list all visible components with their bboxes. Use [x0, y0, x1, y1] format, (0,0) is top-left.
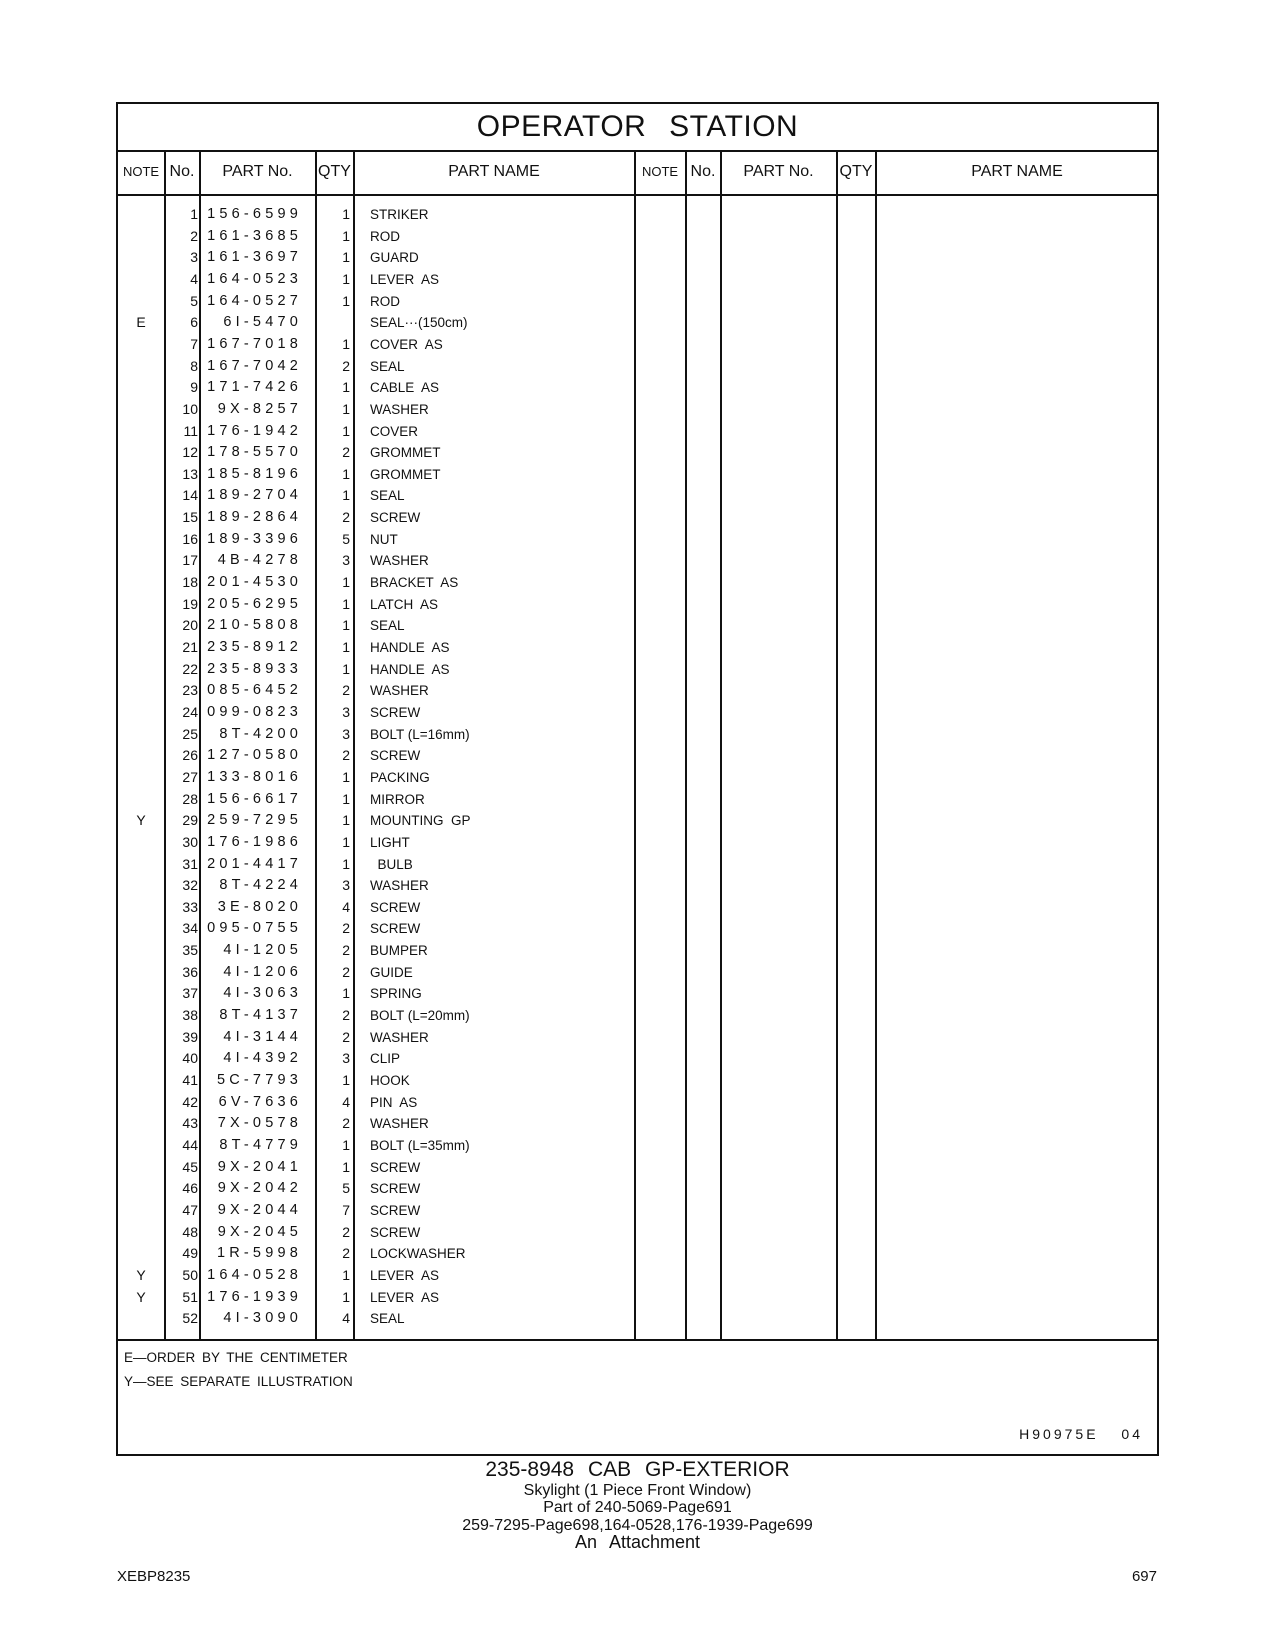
row-quantity: 4 — [342, 1310, 350, 1327]
row-quantity: 3 — [342, 703, 350, 720]
row-part-name: SCREW — [370, 1202, 421, 1218]
column-divider — [164, 150, 166, 1340]
row-number: 16 — [182, 530, 198, 547]
row-quantity: 1 — [342, 465, 350, 482]
row-quantity: 2 — [342, 444, 350, 461]
row-part-name: SCREW — [370, 1224, 421, 1240]
row-note — [118, 226, 164, 248]
row-number: 42 — [182, 1093, 198, 1110]
row-part-name: LEVER AS — [370, 1289, 440, 1305]
row-note — [118, 399, 164, 421]
parts-table — [116, 102, 1159, 1456]
caption-line-4: 259-7295-Page698,164-0528,176-1939-Page699 — [462, 1517, 813, 1534]
row-part-name: SEAL···(150cm) — [370, 315, 468, 331]
row-part-name: ROD — [370, 228, 400, 244]
row-part-name: PIN AS — [370, 1094, 418, 1110]
row-number: 21 — [182, 639, 198, 655]
row-quantity: 2 — [342, 1223, 350, 1240]
row-part-number: 167-7018 — [207, 335, 302, 352]
row-part-name: SPRING — [370, 986, 422, 1002]
row-part-number: 171-7426 — [207, 379, 302, 396]
row-quantity: 5 — [342, 530, 350, 547]
row-part-number: 9X-2041 — [217, 1158, 302, 1175]
footer-divider — [118, 1339, 1157, 1341]
reference-code: H90975E 04 — [1019, 1426, 1143, 1442]
row-part-number: 189-2704 — [207, 487, 302, 504]
row-note — [118, 1027, 164, 1049]
row-number: 40 — [182, 1050, 198, 1067]
row-note — [118, 334, 164, 356]
row-part-name: MIRROR — [370, 791, 425, 807]
row-number: 30 — [182, 833, 198, 850]
row-quantity: 3 — [342, 1050, 350, 1067]
row-note — [118, 507, 164, 529]
row-part-number: 9X-2042 — [217, 1180, 302, 1197]
row-quantity: 1 — [342, 790, 350, 807]
row-number: 19 — [182, 595, 198, 612]
row-part-number: 161-3697 — [207, 249, 302, 266]
row-number: 25 — [182, 725, 198, 742]
footnote-y: Y—SEE SEPARATE ILLUSTRATION — [124, 1374, 353, 1389]
row-number: 33 — [182, 898, 198, 915]
row-note — [118, 204, 164, 226]
row-note — [118, 1070, 164, 1092]
row-part-name: HANDLE AS — [370, 661, 450, 677]
row-number: 23 — [182, 682, 198, 699]
row-part-name: MOUNTING GP — [370, 813, 471, 829]
row-quantity: 1 — [342, 1266, 350, 1283]
row-part-number: 176-1942 — [207, 422, 302, 439]
row-quantity: 2 — [342, 1007, 350, 1024]
row-part-name: HANDLE AS — [370, 640, 450, 655]
row-part-name: BRACKET AS — [370, 575, 459, 591]
row-number: 15 — [182, 509, 198, 526]
row-part-number: 9X-8257 — [217, 400, 302, 417]
row-part-name: BUMPER — [370, 943, 428, 959]
row-part-number: 9X-2044 — [217, 1201, 302, 1218]
row-number: 26 — [182, 747, 198, 764]
row-part-name: LIGHT — [370, 834, 410, 850]
row-number: 46 — [182, 1180, 198, 1197]
row-part-number: 3E-8020 — [217, 898, 302, 915]
header-part-no-right: PART No. — [743, 163, 814, 180]
row-quantity: 2 — [342, 920, 350, 937]
row-note — [118, 983, 164, 1005]
row-quantity: 1 — [342, 335, 350, 352]
row-part-number: 235-8933 — [207, 660, 302, 677]
row-quantity: 2 — [342, 942, 350, 959]
row-part-number: 5C-7793 — [216, 1072, 302, 1088]
row-part-name: SEAL — [370, 618, 405, 634]
row-number: 52 — [182, 1310, 198, 1327]
row-part-number: 259-7295 — [207, 812, 302, 829]
row-note — [118, 485, 164, 507]
row-part-name: BOLT (L=16mm) — [370, 726, 470, 742]
row-part-number: 1R-5998 — [216, 1245, 302, 1262]
row-note — [118, 356, 164, 378]
row-note — [118, 1113, 164, 1135]
row-number: 9 — [190, 379, 198, 396]
row-note — [118, 421, 164, 443]
row-quantity: 7 — [342, 1201, 350, 1218]
row-number: 36 — [182, 963, 198, 980]
row-part-number: 8T-4200 — [219, 725, 302, 742]
row-number: 1 — [190, 206, 198, 222]
row-part-name: WASHER — [370, 878, 429, 894]
row-part-name: SCREW — [370, 510, 421, 526]
row-part-name: WASHER — [370, 1029, 429, 1045]
row-part-number: 7X-0578 — [217, 1115, 302, 1132]
row-part-number: 095-0755 — [207, 920, 302, 937]
row-quantity: 1 — [342, 270, 350, 287]
row-number: 18 — [182, 574, 198, 591]
row-part-number: 176-1986 — [207, 833, 302, 850]
column-divider — [634, 150, 636, 1340]
row-quantity: 1 — [342, 617, 350, 634]
row-part-number: 156-6617 — [207, 790, 302, 807]
row-part-number: 161-3685 — [207, 227, 302, 244]
row-part-number: 6V-7636 — [218, 1093, 302, 1110]
row-part-name: SCREW — [370, 704, 421, 720]
row-note: Y — [136, 1266, 146, 1283]
row-quantity: 1 — [342, 833, 350, 850]
column-divider — [685, 150, 687, 1340]
row-note — [118, 1135, 164, 1157]
row-part-number: 133-8016 — [207, 768, 302, 785]
row-note — [118, 550, 164, 572]
row-part-name: LEVER AS — [370, 1267, 440, 1283]
row-note — [118, 897, 164, 919]
row-note — [118, 615, 164, 637]
header-note-right: NOTE — [641, 164, 679, 179]
row-number: 2 — [190, 227, 198, 244]
row-number: 22 — [182, 660, 198, 677]
row-part-number: 4I-3063 — [223, 985, 302, 1002]
row-number: 44 — [182, 1136, 198, 1153]
row-number: 47 — [182, 1201, 198, 1218]
row-part-name: LATCH AS — [370, 596, 439, 612]
row-part-number: 6I-5470 — [223, 314, 302, 331]
header-qty-right: QTY — [839, 163, 873, 180]
row-part-number: 8T-4779 — [219, 1136, 302, 1153]
row-number: 31 — [182, 855, 198, 872]
row-note — [118, 1178, 164, 1200]
row-part-number: 4I-1206 — [223, 963, 302, 980]
row-note — [118, 724, 164, 746]
row-note — [118, 529, 164, 551]
row-quantity: 1 — [342, 639, 350, 655]
row-note — [118, 962, 164, 984]
row-part-number: 167-7042 — [207, 357, 302, 374]
row-number: 3 — [190, 249, 198, 266]
row-part-number: 4I-3090 — [223, 1310, 302, 1327]
row-part-name: CLIP — [370, 1051, 401, 1067]
row-number: 34 — [182, 920, 198, 937]
row-number: 45 — [182, 1158, 198, 1175]
row-part-number: 178-5570 — [207, 444, 302, 461]
footnote-e: E—ORDER BY THE CENTIMETER — [124, 1350, 348, 1365]
caption-line-5: An Attachment — [574, 1532, 701, 1552]
row-note — [118, 1222, 164, 1244]
row-number: 41 — [182, 1072, 198, 1088]
row-note: E — [136, 314, 146, 331]
row-note — [118, 291, 164, 313]
row-part-number: 8T-4137 — [219, 1007, 302, 1024]
row-quantity: 2 — [342, 1245, 350, 1262]
column-divider — [720, 150, 722, 1340]
column-divider — [199, 150, 201, 1340]
row-quantity: 2 — [342, 747, 350, 764]
row-part-name: HOOK — [370, 1073, 410, 1088]
row-quantity: 1 — [342, 812, 350, 829]
row-part-number: 201-4417 — [207, 855, 302, 872]
row-note: Y — [136, 812, 146, 829]
row-note — [118, 269, 164, 291]
caption-line-2: Skylight (1 Piece Front Window) — [523, 1482, 752, 1499]
row-quantity: 1 — [342, 574, 350, 591]
row-quantity: 1 — [342, 400, 350, 417]
row-part-name: SCREW — [370, 748, 421, 764]
row-part-name: COVER — [370, 423, 419, 439]
column-divider — [875, 150, 877, 1340]
row-quantity: 1 — [342, 206, 350, 222]
row-number: 4 — [190, 270, 198, 287]
row-part-name: LEVER AS — [370, 271, 440, 287]
row-note — [118, 1200, 164, 1222]
row-part-number: 127-0580 — [207, 747, 302, 764]
row-quantity: 1 — [342, 595, 350, 612]
header-no: No. — [169, 163, 195, 180]
row-part-name: SCREW — [370, 1181, 421, 1197]
header-no-right: No. — [690, 163, 716, 180]
row-number: 27 — [182, 768, 198, 785]
row-part-name: SCREW — [370, 921, 421, 937]
row-quantity: 3 — [342, 877, 350, 894]
row-quantity: 1 — [342, 768, 350, 785]
row-part-number: 099-0823 — [207, 703, 302, 720]
row-number: 5 — [190, 292, 198, 309]
row-number: 20 — [182, 617, 198, 634]
row-quantity: 3 — [342, 552, 350, 569]
row-part-number: 185-8196 — [207, 465, 302, 482]
row-note — [118, 1243, 164, 1265]
row-note — [118, 680, 164, 702]
header-qty: QTY — [318, 163, 351, 180]
row-number: 50 — [182, 1266, 198, 1283]
row-part-name: COVER AS — [370, 336, 443, 352]
row-part-name: SEAL — [370, 488, 405, 504]
row-note — [118, 832, 164, 854]
row-part-name: WASHER — [370, 1116, 429, 1132]
row-part-number: 4I-1205 — [223, 942, 302, 959]
row-part-name: SCREW — [370, 899, 421, 915]
row-part-number: 9X-2045 — [217, 1223, 302, 1240]
row-quantity: 2 — [342, 963, 350, 980]
row-part-name: BOLT (L=20mm) — [370, 1008, 470, 1024]
row-part-name: CABLE AS — [370, 380, 440, 396]
row-number: 28 — [182, 790, 198, 807]
row-part-name: SCREW — [370, 1159, 421, 1175]
row-part-name: NUT — [370, 531, 398, 547]
row-part-name: BULB — [370, 856, 413, 872]
row-note — [118, 767, 164, 789]
row-part-name: GUARD — [370, 250, 419, 266]
column-divider — [353, 150, 355, 1340]
row-note — [118, 702, 164, 724]
row-note — [118, 637, 164, 659]
row-quantity: 2 — [342, 1028, 350, 1045]
row-note — [118, 1092, 164, 1114]
row-number: 37 — [182, 985, 198, 1002]
row-part-number: 164-0528 — [207, 1266, 302, 1283]
row-number: 49 — [182, 1245, 198, 1262]
row-quantity: 1 — [342, 855, 350, 872]
row-part-number: 4I-3144 — [223, 1028, 302, 1045]
row-quantity: 1 — [342, 1072, 350, 1088]
row-number: 29 — [182, 812, 198, 829]
row-part-name: LOCKWASHER — [370, 1246, 466, 1262]
row-note — [118, 1308, 164, 1330]
row-part-number: 156-6599 — [207, 206, 302, 222]
header-note: NOTE — [122, 164, 160, 179]
row-part-number: 4B-4278 — [217, 552, 302, 569]
row-part-number: 8T-4224 — [219, 877, 302, 894]
row-quantity: 1 — [342, 422, 350, 439]
header-part-no: PART No. — [222, 163, 293, 180]
row-note — [118, 594, 164, 616]
row-quantity: 2 — [342, 509, 350, 526]
row-part-name: GROMMET — [370, 445, 441, 461]
row-number: 24 — [182, 703, 198, 720]
row-number: 7 — [190, 335, 198, 352]
row-quantity: 2 — [342, 357, 350, 374]
row-note — [118, 789, 164, 811]
row-quantity: 5 — [342, 1180, 350, 1197]
row-quantity: 4 — [342, 1093, 350, 1110]
row-part-number: 176-1939 — [207, 1288, 302, 1305]
row-quantity: 1 — [342, 227, 350, 244]
row-number: 10 — [182, 400, 198, 417]
row-note — [118, 745, 164, 767]
row-number: 12 — [182, 444, 198, 461]
row-note — [118, 442, 164, 464]
row-part-number: 205-6295 — [207, 595, 302, 612]
row-quantity: 1 — [342, 379, 350, 396]
row-quantity: 2 — [342, 1115, 350, 1132]
row-part-number: 189-3396 — [207, 530, 302, 547]
row-part-name: STRIKER — [370, 207, 429, 222]
row-quantity: 1 — [342, 985, 350, 1002]
row-note — [118, 1157, 164, 1179]
row-number: 35 — [182, 942, 198, 959]
row-number: 48 — [182, 1223, 198, 1240]
row-number: 39 — [182, 1028, 198, 1045]
row-part-name: PACKING — [370, 769, 430, 785]
row-number: 43 — [182, 1115, 198, 1132]
header-part-name-right: PART NAME — [971, 163, 1063, 180]
document-code: XEBP8235 — [117, 1568, 191, 1585]
row-part-name: GROMMET — [370, 466, 441, 482]
row-quantity: 2 — [342, 682, 350, 699]
caption-line-3: Part of 240-5069-Page691 — [543, 1499, 732, 1516]
row-number: 32 — [182, 877, 198, 894]
row-quantity: 1 — [342, 292, 350, 309]
row-note — [118, 572, 164, 594]
row-part-name: ROD — [370, 293, 400, 309]
row-note — [118, 875, 164, 897]
row-part-name: WASHER — [370, 401, 429, 417]
row-note — [118, 377, 164, 399]
row-quantity — [330, 312, 350, 334]
row-part-name: GUIDE — [370, 964, 413, 980]
caption-title: 235-8948 CAB GP-EXTERIOR — [485, 1458, 790, 1481]
row-quantity: 3 — [342, 725, 350, 742]
column-divider — [836, 150, 838, 1340]
row-part-name: SEAL — [370, 1311, 405, 1327]
page-number: 697 — [1131, 1568, 1157, 1585]
row-number: 14 — [182, 487, 198, 504]
row-note — [118, 464, 164, 486]
row-part-number: 085-6452 — [207, 682, 302, 699]
row-quantity: 1 — [342, 1158, 350, 1175]
row-part-name: WASHER — [370, 683, 429, 699]
row-note — [118, 918, 164, 940]
column-divider — [315, 150, 317, 1340]
row-number: 17 — [182, 552, 198, 569]
row-note — [118, 1048, 164, 1070]
row-part-number: 210-5808 — [207, 617, 302, 634]
row-number: 38 — [182, 1007, 198, 1024]
row-note: Y — [136, 1288, 146, 1305]
row-part-number: 235-8912 — [207, 639, 302, 655]
row-part-number: 189-2864 — [207, 509, 302, 526]
row-number: 6 — [190, 314, 198, 331]
row-quantity: 1 — [342, 487, 350, 504]
row-quantity: 1 — [342, 249, 350, 266]
row-part-name: WASHER — [370, 553, 429, 569]
row-note — [118, 854, 164, 876]
row-number: 11 — [183, 422, 198, 439]
header-part-name: PART NAME — [448, 163, 540, 180]
row-part-number: 164-0523 — [207, 270, 302, 287]
row-note — [118, 1005, 164, 1027]
row-quantity: 4 — [342, 898, 350, 915]
row-quantity: 1 — [342, 1136, 350, 1153]
row-part-name: BOLT (L=35mm) — [370, 1137, 470, 1153]
row-note — [118, 940, 164, 962]
row-note — [118, 247, 164, 269]
row-quantity: 1 — [342, 660, 350, 677]
row-note — [118, 659, 164, 681]
row-part-number: 201-4530 — [207, 574, 302, 591]
row-part-number: 164-0527 — [207, 292, 302, 309]
row-number: 8 — [190, 357, 198, 374]
row-part-name: SEAL — [370, 358, 405, 374]
page-title: OPERATOR STATION — [118, 104, 1157, 152]
row-number: 51 — [182, 1288, 198, 1305]
row-part-number: 4I-4392 — [223, 1050, 302, 1067]
row-number: 13 — [182, 465, 198, 482]
row-quantity: 1 — [342, 1288, 350, 1305]
